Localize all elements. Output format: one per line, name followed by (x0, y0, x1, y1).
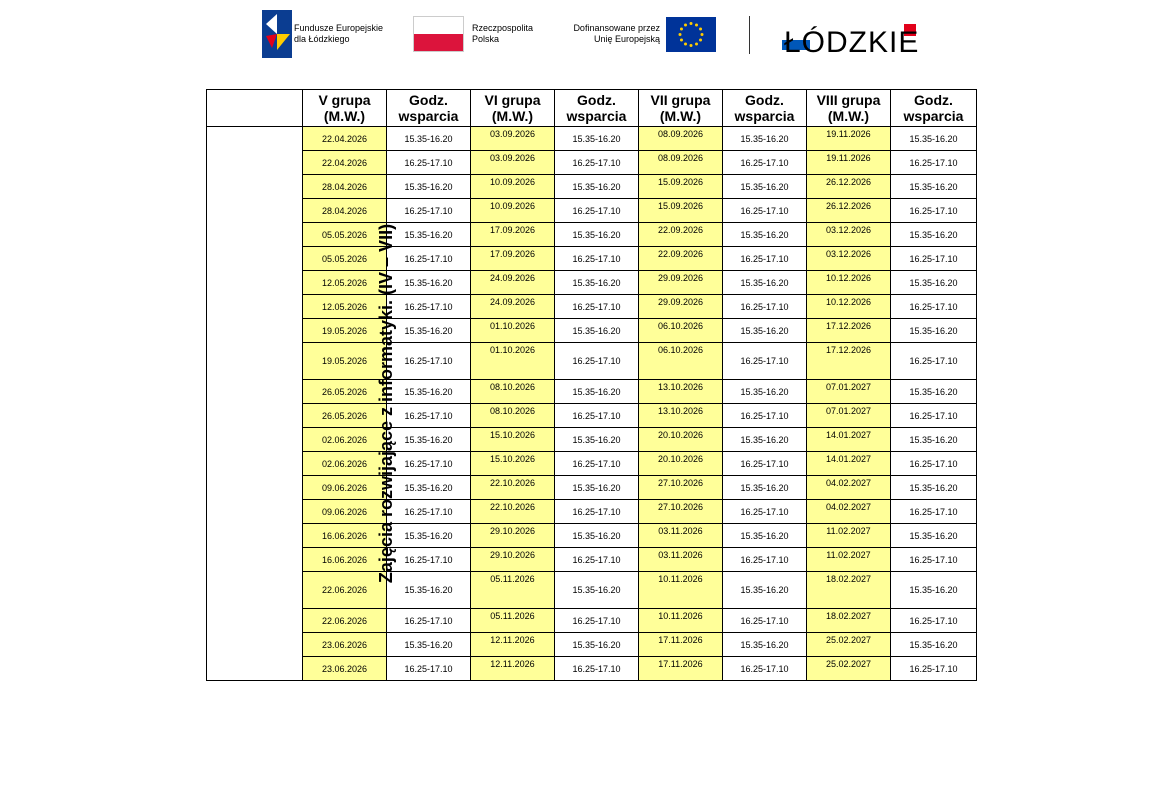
date-cell: 03.11.2026 (639, 548, 723, 572)
column-header-line1: Godz. (409, 92, 448, 108)
table-row (207, 319, 977, 343)
hours-cell: 15.35-16.20 (387, 319, 471, 343)
date-cell: 08.10.2026 (471, 404, 555, 428)
logo-separator (749, 16, 750, 54)
fe-line1: Fundusze Europejskie (294, 23, 384, 33)
hours-cell: 16.25-17.10 (555, 199, 639, 223)
eu-funding-text (560, 23, 660, 45)
date-cell: 05.11.2026 (471, 609, 555, 633)
date-cell: 10.11.2026 (639, 609, 723, 633)
table-row (207, 151, 977, 175)
date-cell: 13.10.2026 (639, 404, 723, 428)
eu-star (695, 23, 698, 26)
hours-cell: 16.25-17.10 (723, 343, 807, 380)
eu-star (699, 39, 702, 42)
date-cell: 03.11.2026 (639, 524, 723, 548)
date-cell: 10.12.2026 (807, 271, 891, 295)
hours-cell: 16.25-17.10 (723, 452, 807, 476)
column-header (555, 90, 639, 127)
date-cell: 22.09.2026 (639, 247, 723, 271)
date-cell: 09.06.2026 (303, 476, 387, 500)
date-cell: 20.10.2026 (639, 452, 723, 476)
date-cell: 17.12.2026 (807, 319, 891, 343)
hours-cell: 16.25-17.10 (387, 609, 471, 633)
hours-cell: 16.25-17.10 (387, 151, 471, 175)
schedule-table (206, 89, 977, 681)
hours-cell: 15.35-16.20 (387, 428, 471, 452)
hours-cell: 16.25-17.10 (555, 247, 639, 271)
date-cell: 01.10.2026 (471, 319, 555, 343)
eu-flag-icon (666, 17, 716, 52)
hours-cell: 15.35-16.20 (723, 175, 807, 199)
date-cell: 26.12.2026 (807, 175, 891, 199)
date-cell: 22.04.2026 (303, 127, 387, 151)
date-cell: 10.09.2026 (471, 199, 555, 223)
hours-cell: 15.35-16.20 (891, 380, 977, 404)
date-cell: 03.09.2026 (471, 151, 555, 175)
date-cell: 06.10.2026 (639, 343, 723, 380)
date-cell: 08.09.2026 (639, 127, 723, 151)
hours-cell: 15.35-16.20 (891, 428, 977, 452)
eu-star (695, 43, 698, 46)
column-header-line1: Godz. (745, 92, 784, 108)
hours-cell: 15.35-16.20 (891, 633, 977, 657)
hours-cell: 15.35-16.20 (387, 476, 471, 500)
date-cell: 07.01.2027 (807, 380, 891, 404)
table-row (207, 452, 977, 476)
hours-cell: 16.25-17.10 (555, 452, 639, 476)
date-cell: 29.09.2026 (639, 295, 723, 319)
table-row (207, 380, 977, 404)
column-header (723, 90, 807, 127)
side-label: Zajęcia rozwijające z informatyki. (IV – VII) (376, 223, 397, 584)
table-row (207, 476, 977, 500)
date-cell: 22.04.2026 (303, 151, 387, 175)
date-cell: 12.05.2026 (303, 295, 387, 319)
date-cell: 03.09.2026 (471, 127, 555, 151)
hours-cell: 16.25-17.10 (387, 404, 471, 428)
hours-cell: 16.25-17.10 (723, 247, 807, 271)
date-cell: 22.10.2026 (471, 476, 555, 500)
date-cell: 11.02.2027 (807, 548, 891, 572)
date-cell: 02.06.2026 (303, 452, 387, 476)
column-header-line2: wsparcia (566, 108, 627, 124)
hours-cell: 16.25-17.10 (555, 343, 639, 380)
date-cell: 17.09.2026 (471, 247, 555, 271)
hours-cell: 16.25-17.10 (555, 548, 639, 572)
fundusze-europejskie-text (294, 23, 404, 45)
table-row (207, 199, 977, 223)
eu-star (679, 33, 682, 36)
hours-cell: 16.25-17.10 (387, 343, 471, 380)
hours-cell: 16.25-17.10 (555, 657, 639, 681)
hours-cell: 16.25-17.10 (891, 151, 977, 175)
table-row (207, 127, 977, 151)
header-row (207, 90, 977, 127)
table-row (207, 343, 977, 380)
hours-cell: 15.35-16.20 (723, 319, 807, 343)
hours-cell: 16.25-17.10 (555, 295, 639, 319)
fundusze-europejskie-logo (262, 10, 292, 58)
poland-flag-icon (413, 16, 464, 52)
hours-cell: 16.25-17.10 (723, 199, 807, 223)
hours-cell: 16.25-17.10 (555, 500, 639, 524)
hours-cell: 15.35-16.20 (723, 633, 807, 657)
hours-cell: 15.35-16.20 (891, 175, 977, 199)
hours-cell: 16.25-17.10 (891, 609, 977, 633)
hours-cell: 15.35-16.20 (555, 572, 639, 609)
hours-cell: 15.35-16.20 (723, 223, 807, 247)
date-cell: 05.05.2026 (303, 247, 387, 271)
column-header-line2: wsparcia (398, 108, 459, 124)
pl-line1: Rzeczpospolita (472, 23, 534, 33)
hours-cell: 15.35-16.20 (387, 572, 471, 609)
hours-cell: 16.25-17.10 (387, 452, 471, 476)
date-cell: 28.04.2026 (303, 199, 387, 223)
eu-line2: Unię Europejską (593, 34, 660, 44)
hours-cell: 15.35-16.20 (891, 127, 977, 151)
hours-cell: 15.35-16.20 (387, 271, 471, 295)
date-cell: 01.10.2026 (471, 343, 555, 380)
hours-cell: 16.25-17.10 (387, 295, 471, 319)
column-header (639, 90, 723, 127)
date-cell: 22.09.2026 (639, 223, 723, 247)
pl-line2: Polska (472, 34, 500, 44)
hours-cell: 16.25-17.10 (555, 609, 639, 633)
column-header (387, 90, 471, 127)
column-header-line2: wsparcia (734, 108, 795, 124)
table-row (207, 404, 977, 428)
eu-star (690, 44, 693, 47)
hours-cell: 15.35-16.20 (891, 476, 977, 500)
hours-cell: 16.25-17.10 (891, 199, 977, 223)
date-cell: 19.11.2026 (807, 151, 891, 175)
date-cell: 25.02.2027 (807, 657, 891, 681)
hours-cell: 15.35-16.20 (891, 271, 977, 295)
hours-cell: 16.25-17.10 (891, 657, 977, 681)
date-cell: 26.05.2026 (303, 404, 387, 428)
hours-cell: 15.35-16.20 (723, 428, 807, 452)
hours-cell: 16.25-17.10 (723, 609, 807, 633)
eu-star (701, 33, 704, 36)
date-cell: 15.10.2026 (471, 428, 555, 452)
date-cell: 16.06.2026 (303, 548, 387, 572)
date-cell: 12.11.2026 (471, 657, 555, 681)
hours-cell: 16.25-17.10 (555, 151, 639, 175)
hours-cell: 15.35-16.20 (723, 476, 807, 500)
column-header-line2: (M.W.) (827, 108, 870, 124)
hours-cell: 15.35-16.20 (555, 127, 639, 151)
date-cell: 02.06.2026 (303, 428, 387, 452)
date-cell: 22.10.2026 (471, 500, 555, 524)
eu-star (680, 39, 683, 42)
date-cell: 12.11.2026 (471, 633, 555, 657)
table-row (207, 633, 977, 657)
eu-star (684, 23, 687, 26)
date-cell: 23.06.2026 (303, 657, 387, 681)
column-header-line1: VI grupa (484, 92, 541, 108)
table-row (207, 657, 977, 681)
date-cell: 20.10.2026 (639, 428, 723, 452)
date-cell: 19.05.2026 (303, 343, 387, 380)
date-cell: 15.10.2026 (471, 452, 555, 476)
eu-star (690, 22, 693, 25)
hours-cell: 15.35-16.20 (723, 572, 807, 609)
hours-cell: 16.25-17.10 (891, 343, 977, 380)
date-cell: 03.12.2026 (807, 223, 891, 247)
date-cell: 17.09.2026 (471, 223, 555, 247)
hours-cell: 15.35-16.20 (723, 271, 807, 295)
hours-cell: 16.25-17.10 (723, 404, 807, 428)
date-cell: 06.10.2026 (639, 319, 723, 343)
hours-cell: 15.35-16.20 (891, 223, 977, 247)
hours-cell: 15.35-16.20 (891, 319, 977, 343)
column-header-line2: (M.W.) (491, 108, 534, 124)
hours-cell: 15.35-16.20 (555, 223, 639, 247)
date-cell: 18.02.2027 (807, 609, 891, 633)
date-cell: 07.01.2027 (807, 404, 891, 428)
hours-cell: 15.35-16.20 (387, 633, 471, 657)
table-row (207, 247, 977, 271)
table-row (207, 175, 977, 199)
date-cell: 03.12.2026 (807, 247, 891, 271)
column-header (891, 90, 977, 127)
date-cell: 22.06.2026 (303, 572, 387, 609)
hours-cell: 15.35-16.20 (723, 127, 807, 151)
hours-cell: 16.25-17.10 (387, 500, 471, 524)
date-cell: 27.10.2026 (639, 500, 723, 524)
hours-cell: 16.25-17.10 (891, 548, 977, 572)
hours-cell: 15.35-16.20 (387, 524, 471, 548)
hours-cell: 15.35-16.20 (555, 633, 639, 657)
column-header-line1: Godz. (914, 92, 953, 108)
date-cell: 27.10.2026 (639, 476, 723, 500)
eu-star (684, 43, 687, 46)
table-row (207, 524, 977, 548)
table-row (207, 295, 977, 319)
date-cell: 26.12.2026 (807, 199, 891, 223)
column-header-line2: wsparcia (903, 108, 964, 124)
date-cell: 15.09.2026 (639, 175, 723, 199)
date-cell: 14.01.2027 (807, 452, 891, 476)
date-cell: 18.02.2027 (807, 572, 891, 609)
date-cell: 10.11.2026 (639, 572, 723, 609)
column-header (807, 90, 891, 127)
logo-bar (262, 10, 922, 60)
hours-cell: 15.35-16.20 (555, 428, 639, 452)
date-cell: 05.11.2026 (471, 572, 555, 609)
eu-star (680, 28, 683, 31)
hours-cell: 15.35-16.20 (555, 271, 639, 295)
hours-cell: 16.25-17.10 (387, 657, 471, 681)
eu-star (699, 28, 702, 31)
table-row (207, 548, 977, 572)
hours-cell: 15.35-16.20 (555, 319, 639, 343)
hours-cell: 15.35-16.20 (387, 380, 471, 404)
rzeczpospolita-text (472, 23, 552, 45)
date-cell: 25.02.2027 (807, 633, 891, 657)
table-row (207, 271, 977, 295)
table-row (207, 609, 977, 633)
table-row (207, 428, 977, 452)
hours-cell: 16.25-17.10 (387, 199, 471, 223)
date-cell: 23.06.2026 (303, 633, 387, 657)
date-cell: 10.09.2026 (471, 175, 555, 199)
hours-cell: 16.25-17.10 (723, 295, 807, 319)
date-cell: 26.05.2026 (303, 380, 387, 404)
hours-cell: 15.35-16.20 (891, 572, 977, 609)
date-cell: 15.09.2026 (639, 199, 723, 223)
hours-cell: 16.25-17.10 (891, 452, 977, 476)
lodzkie-wordmark: ŁÓDZKIE (784, 26, 920, 58)
date-cell: 04.02.2027 (807, 500, 891, 524)
hours-cell: 15.35-16.20 (555, 175, 639, 199)
column-header (303, 90, 387, 127)
date-cell: 17.11.2026 (639, 633, 723, 657)
hours-cell: 15.35-16.20 (555, 476, 639, 500)
date-cell: 04.02.2027 (807, 476, 891, 500)
date-cell: 24.09.2026 (471, 271, 555, 295)
date-cell: 10.12.2026 (807, 295, 891, 319)
date-cell: 29.10.2026 (471, 524, 555, 548)
column-header-line1: VII grupa (650, 92, 711, 108)
column-header-line2: (M.W.) (323, 108, 366, 124)
hours-cell: 15.35-16.20 (555, 524, 639, 548)
hours-cell: 16.25-17.10 (891, 500, 977, 524)
hours-cell: 15.35-16.20 (723, 524, 807, 548)
table-row (207, 572, 977, 609)
hours-cell: 16.25-17.10 (891, 247, 977, 271)
date-cell: 08.10.2026 (471, 380, 555, 404)
hours-cell: 16.25-17.10 (723, 548, 807, 572)
date-cell: 09.06.2026 (303, 500, 387, 524)
column-header-line1: Godz. (577, 92, 616, 108)
table-row (207, 500, 977, 524)
date-cell: 17.12.2026 (807, 343, 891, 380)
hours-cell: 16.25-17.10 (723, 500, 807, 524)
date-cell: 29.09.2026 (639, 271, 723, 295)
hours-cell: 15.35-16.20 (891, 524, 977, 548)
date-cell: 24.09.2026 (471, 295, 555, 319)
date-cell: 29.10.2026 (471, 548, 555, 572)
hours-cell: 15.35-16.20 (387, 223, 471, 247)
date-cell: 17.11.2026 (639, 657, 723, 681)
date-cell: 19.05.2026 (303, 319, 387, 343)
hours-cell: 16.25-17.10 (723, 151, 807, 175)
date-cell: 22.06.2026 (303, 609, 387, 633)
hours-cell: 15.35-16.20 (555, 380, 639, 404)
eu-line1: Dofinansowane przez (573, 23, 660, 33)
corner-cell (207, 90, 303, 127)
hours-cell: 16.25-17.10 (387, 247, 471, 271)
fe-line2: dla Łódzkiego (294, 34, 350, 44)
date-cell: 28.04.2026 (303, 175, 387, 199)
date-cell: 08.09.2026 (639, 151, 723, 175)
hours-cell: 16.25-17.10 (891, 295, 977, 319)
column-header-line1: VIII grupa (816, 92, 881, 108)
hours-cell: 16.25-17.10 (723, 657, 807, 681)
lodzkie-logo (782, 18, 922, 58)
date-cell: 11.02.2027 (807, 524, 891, 548)
column-header (471, 90, 555, 127)
hours-cell: 16.25-17.10 (387, 548, 471, 572)
date-cell: 16.06.2026 (303, 524, 387, 548)
hours-cell: 16.25-17.10 (555, 404, 639, 428)
hours-cell: 15.35-16.20 (723, 380, 807, 404)
column-header-line1: V grupa (318, 92, 371, 108)
hours-cell: 15.35-16.20 (387, 127, 471, 151)
hours-cell: 16.25-17.10 (891, 404, 977, 428)
table-row (207, 223, 977, 247)
date-cell: 13.10.2026 (639, 380, 723, 404)
date-cell: 05.05.2026 (303, 223, 387, 247)
hours-cell: 15.35-16.20 (387, 175, 471, 199)
date-cell: 12.05.2026 (303, 271, 387, 295)
column-header-line2: (M.W.) (659, 108, 702, 124)
date-cell: 19.11.2026 (807, 127, 891, 151)
date-cell: 14.01.2027 (807, 428, 891, 452)
